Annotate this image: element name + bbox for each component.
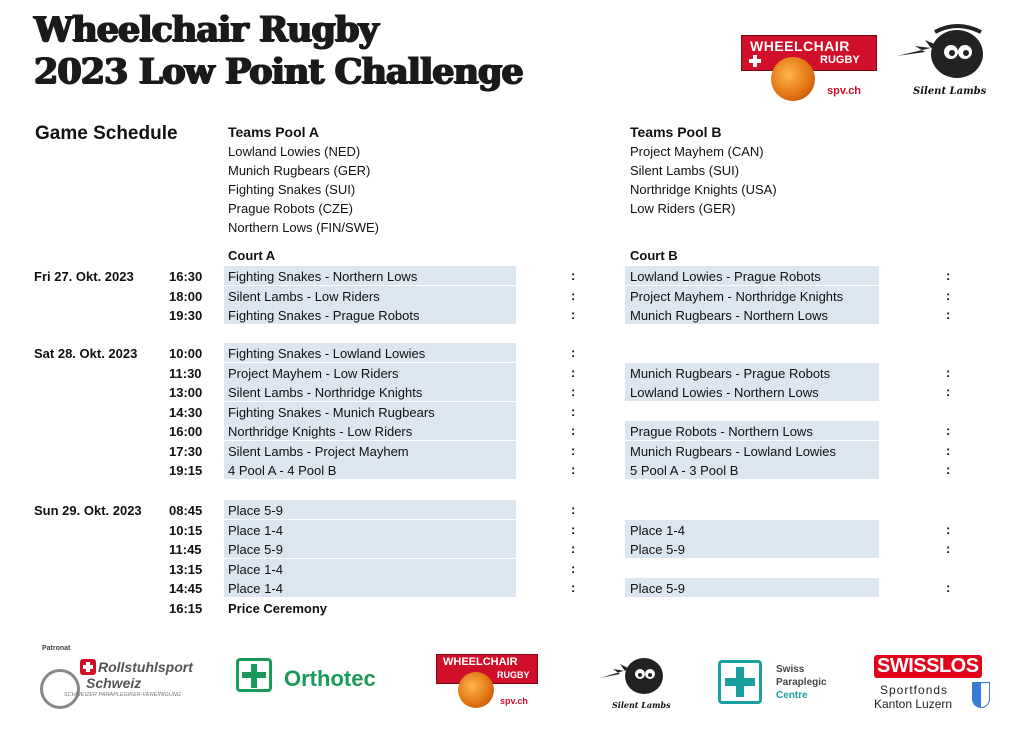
day-date: Fri 27. Okt. 2023 (34, 269, 134, 284)
wr-footer-url: spv.ch (500, 696, 528, 706)
court-a-label: Court A (228, 248, 276, 263)
event-title-line1: Wheelchair Rugby (34, 9, 378, 50)
court-b-game: Lowland Lowies - Northern Lows (630, 385, 819, 400)
wr-footer-text2: RUGBY (497, 670, 530, 680)
game-time: 16:15 (169, 600, 203, 616)
court-a-game: Silent Lambs - Northridge Knights (228, 385, 423, 400)
court-b-score-field[interactable]: : (946, 521, 951, 537)
court-b-game: Project Mayhem - Northridge Knights (630, 288, 844, 304)
court-a-game: Northridge Knights - Low Riders (228, 424, 413, 439)
court-b-game: Place 5-9 (630, 542, 685, 557)
court-a-game: 4 Pool A - 4 Pool B (228, 463, 337, 478)
spc-cross-icon (718, 660, 762, 704)
court-a-game: Place 1-4 (228, 561, 283, 577)
rollstuhlsport-logo (38, 645, 203, 715)
day-date: Sun 29. Okt. 2023 (34, 503, 142, 518)
court-a-game: Fighting Snakes - Prague Robots (228, 308, 420, 323)
event-title-line2: 2023 Low Point Challenge (34, 51, 523, 92)
pool-a-team: Fighting Snakes (SUI) (228, 182, 356, 197)
court-b-score-field[interactable]: : (946, 384, 951, 399)
court-a-game: Place 1-4 (228, 522, 283, 538)
court-a-score-field[interactable]: : (571, 423, 576, 438)
spc-text1: Swiss (776, 664, 805, 675)
court-b-game: Prague Robots - Northern Lows (630, 424, 813, 439)
swisslos-text: SWISSLOS (874, 655, 982, 678)
court-a-score-field[interactable]: : (571, 307, 576, 322)
rugby-ball-icon (458, 672, 494, 708)
game-schedule-heading: Game Schedule (35, 123, 178, 144)
court-a-game: Project Mayhem - Low Riders (228, 365, 399, 381)
court-a-score-field[interactable]: : (571, 384, 576, 399)
pool-b-team: Northridge Knights (USA) (630, 182, 777, 197)
court-b-game: 5 Pool A - 3 Pool B (630, 463, 739, 478)
court-a-score-field[interactable]: : (571, 403, 576, 419)
rollstuhl-cross-icon (80, 659, 96, 675)
court-a-game: Silent Lambs - Low Riders (228, 288, 380, 304)
wheelchair-rugby-logo (741, 35, 877, 105)
pool-a-title: Teams Pool A (228, 124, 320, 140)
court-b-score-field[interactable]: : (946, 364, 951, 380)
swiss-paraplegic-centre-logo (718, 658, 848, 708)
game-time: 19:30 (169, 308, 203, 323)
rugby-ball-icon (771, 57, 815, 101)
court-b-game: Munich Rugbears - Lowland Lowies (630, 443, 836, 459)
spc-text2: Paraplegic (776, 677, 827, 688)
court-a-game: Fighting Snakes - Lowland Lowies (228, 346, 426, 361)
court-b-score-field[interactable]: : (946, 541, 951, 556)
court-a-score-field[interactable]: : (571, 364, 576, 380)
court-a-score-field[interactable]: : (571, 345, 576, 360)
pool-a-team: Prague Robots (CZE) (228, 201, 353, 216)
court-b-game: Lowland Lowies - Prague Robots (630, 269, 821, 284)
court-a-score-field[interactable]: : (571, 541, 576, 556)
pool-b-team: Project Mayhem (CAN) (630, 144, 764, 159)
silent-lambs-logo (895, 22, 995, 102)
court-a-score-field[interactable]: : (571, 502, 576, 517)
pool-a-team: Munich Rugbears (GER) (228, 163, 371, 178)
spc-text3: Centre (776, 690, 808, 701)
luzern-shield-icon (972, 682, 990, 708)
court-b-score-field[interactable]: : (946, 462, 951, 477)
game-time: 19:15 (169, 463, 203, 478)
court-b-score-field[interactable]: : (946, 268, 951, 283)
wr-logo-url: spv.ch (827, 85, 862, 97)
court-b-score-field[interactable]: : (946, 423, 951, 438)
court-a-score-field[interactable]: : (571, 580, 576, 595)
court-a-game: Place 5-9 (228, 503, 283, 518)
game-time: 17:30 (169, 443, 203, 459)
lamb-head-icon (895, 22, 995, 84)
swisslos-sub1: Sportfonds (880, 683, 949, 697)
price-ceremony-label: Price Ceremony (228, 600, 327, 616)
game-time: 18:00 (169, 288, 203, 304)
pool-b-title: Teams Pool B (630, 124, 722, 140)
court-a-game: Silent Lambs - Project Mayhem (228, 443, 409, 459)
court-b-score-field[interactable]: : (946, 307, 951, 322)
game-time: 11:45 (169, 542, 202, 557)
swiss-cross-icon (748, 54, 762, 68)
court-a-score-field[interactable]: : (571, 442, 576, 458)
court-a-game: Place 5-9 (228, 542, 283, 557)
game-time: 10:00 (169, 346, 203, 361)
game-time: 13:00 (169, 385, 203, 400)
swisslos-logo (874, 655, 994, 713)
court-b-score-field[interactable]: : (946, 287, 951, 303)
game-time: 10:15 (169, 522, 203, 538)
court-a-score-field[interactable]: : (571, 287, 576, 303)
rollstuhl-ring-icon (40, 669, 80, 709)
silent-lambs-footer-text: Silent Lambs (612, 700, 671, 710)
court-a-game: Fighting Snakes - Northern Lows (228, 269, 418, 284)
day-date: Sat 28. Okt. 2023 (34, 346, 138, 361)
orthotec-text: Orthotec (284, 666, 376, 691)
wr-logo-text2: RUGBY (820, 54, 860, 66)
silent-lambs-logo-text: Silent Lambs (913, 86, 987, 97)
rollstuhlsport-text1: Rollstuhlsport (98, 659, 193, 675)
court-a-game: Place 1-4 (228, 581, 283, 596)
court-b-score-field[interactable]: : (946, 442, 951, 458)
court-b-game: Place 5-9 (630, 581, 685, 596)
court-b-score-field[interactable]: : (946, 580, 951, 595)
game-time: 14:30 (169, 404, 203, 420)
game-time: 16:30 (169, 269, 203, 284)
rollstuhlsport-subtitle: SCHWEIZER PARAPLEGIKER-VEREINIGUNG (64, 692, 181, 698)
game-time: 08:45 (169, 503, 203, 518)
game-time: 13:15 (169, 561, 203, 577)
pool-a-team: Lowland Lowies (NED) (228, 144, 361, 159)
court-b-label: Court B (630, 248, 678, 263)
pool-b-team: Silent Lambs (SUI) (630, 163, 740, 178)
patronat-label: Patronat (42, 645, 71, 652)
court-a-score-field[interactable]: : (571, 560, 576, 576)
wheelchair-rugby-footer-logo (436, 654, 538, 712)
court-b-game: Munich Rugbears - Prague Robots (630, 365, 831, 381)
court-a-score-field[interactable]: : (571, 268, 576, 283)
court-a-score-field[interactable]: : (571, 521, 576, 537)
game-time: 11:30 (169, 365, 202, 381)
court-b-game: Place 1-4 (630, 522, 685, 538)
court-b-game: Munich Rugbears - Northern Lows (630, 308, 828, 323)
wr-footer-text1: WHEELCHAIR (443, 656, 518, 668)
orthotec-cross-icon (236, 658, 272, 692)
lamb-head-icon (598, 652, 672, 698)
game-time: 16:00 (169, 424, 203, 439)
rollstuhlsport-text2: Schweiz (86, 675, 142, 691)
orthotec-logo (236, 656, 396, 696)
swisslos-sub2: Kanton Luzern (874, 697, 953, 711)
court-a-game: Fighting Snakes - Munich Rugbears (228, 404, 435, 420)
game-time: 14:45 (169, 581, 203, 596)
wr-logo-text1: WHEELCHAIR (750, 38, 850, 54)
pool-a-team: Northern Lows (FIN/SWE) (228, 220, 379, 235)
court-a-score-field[interactable]: : (571, 462, 576, 477)
pool-b-team: Low Riders (GER) (630, 201, 736, 216)
silent-lambs-footer-logo (598, 652, 672, 712)
